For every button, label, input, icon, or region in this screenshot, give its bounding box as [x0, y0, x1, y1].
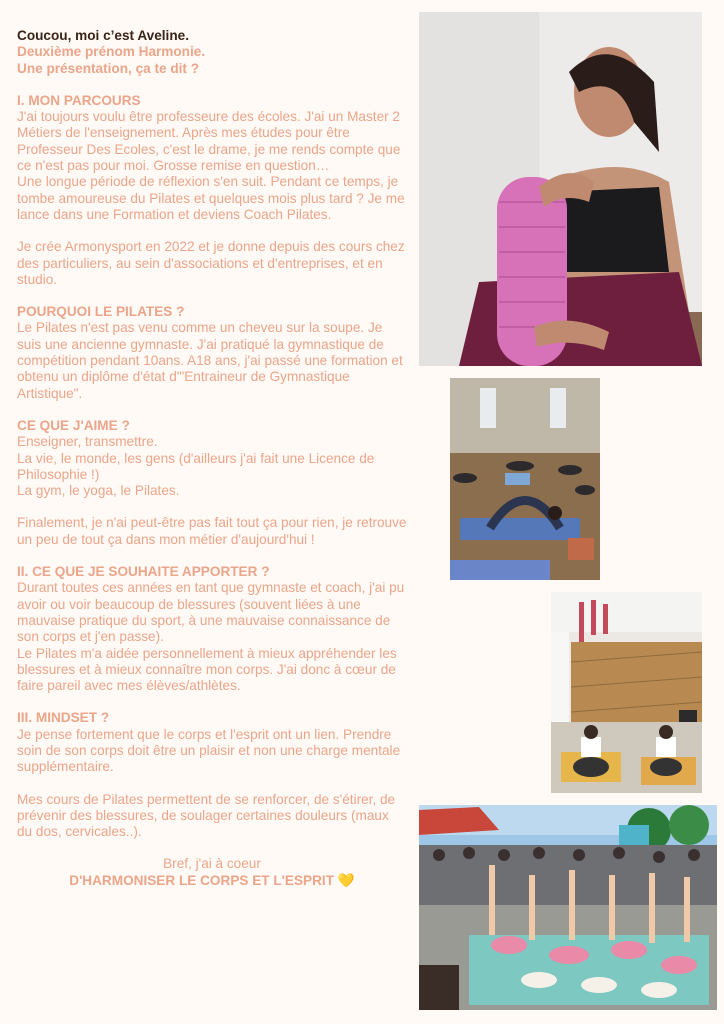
- parcours-paragraph-3: Je crée Armonysport en 2022 et je donne depuis des cours chez des particuliers, au sein d'associations et d'entreprises, et en studio.: [17, 239, 405, 287]
- aime-line-2: La vie, le monde, les gens (d'ailleurs j'ai fait une Licence de Philosophie !): [17, 450, 375, 482]
- aime-line-1: Enseigner, transmettre.: [17, 434, 158, 450]
- intro: [17, 28, 407, 77]
- text-column: [17, 28, 407, 889]
- closing-line-2: [17, 873, 407, 889]
- intro-line-1: Coucou, moi c’est Aveline.: [17, 28, 189, 43]
- apporter-paragraph-1: Durant toutes ces années en tant que gymnaste et coach, j'ai pu avoir ou voir beaucoup de blessures (souvent liées à une mauvaise pratique du sport, à une mauvaise connaissance de son corps et j'en passe).: [17, 580, 405, 645]
- aime-paragraph-2: Finalement, je n'ai peut-être pas fait tout ça pour rien, je retrouve un peu de tout ça dans mon métier d'aujourd'hui !: [17, 515, 407, 547]
- section-title-pourquoi: POURQUOI LE PILATES ?: [17, 304, 185, 320]
- mindset-paragraph-2: Mes cours de Pilates permettent de se renforcer, de s'étirer, de prévenir des blessures, de soulager certaines douleurs (maux du dos, cervicales..).: [17, 791, 396, 840]
- mindset-paragraph-1: Je pense fortement que le corps et l'esprit ont un lien. Prendre soin de son corps doit être un plaisir et non une charge mentale supplémentaire.: [17, 726, 401, 775]
- apporter-paragraph-2: Le Pilates m'a aidée personnellement à mieux appréhender les blessures et à mieux connaître mon corps. J'ai donc à cœur de faire pareil avec mes élèves/athlètes.: [17, 645, 397, 694]
- section-title-parcours: I. MON PARCOURS: [17, 92, 141, 108]
- intro-line-3: Une présentation, ça te dit ?: [17, 60, 200, 76]
- parcours-paragraph-1: J'ai toujours voulu être professeure des écoles. J'ai un Master 2 Métiers de l'enseignement. Après mes études pour être Professeur Des Ecoles, c'est le drame, je me rends compte que ce n'est pas pour moi. Grosse remise en question…: [17, 109, 401, 174]
- pourquoi-paragraph: Le Pilates n'est pas venu comme un cheveu sur la soupe. Je suis une ancienne gymnaste. J'ai pratiqué la gymnastique de compétition pendant 10ans. A18 ans, j'ai passé une formation et obtenu un diplôme d'état d'"Entraineur de Gymnastique Artistique".: [17, 320, 403, 401]
- portrait-photo: [419, 12, 702, 366]
- section-title-apporter: II. CE QUE JE SOUHAITE APPORTER ?: [17, 564, 270, 580]
- gym-class-photo: [450, 378, 600, 580]
- studio-class-photo: [551, 592, 702, 793]
- closing-line-1: Bref, j'ai à coeur: [163, 856, 261, 872]
- closing-text: D'HARMONISER LE CORPS ET L'ESPRIT: [69, 872, 335, 888]
- parcours-paragraph-2: Une longue période de réflexion s'en suit. Pendant ce temps, je tombe amoureuse du Pilates et quelques mois plus tard ? Je me lance dans une Formation et deviens Coach Pilates.: [17, 174, 405, 222]
- intro-line-2: Deuxième prénom Harmonie.: [17, 44, 206, 60]
- section-title-mindset: III. MINDSET ?: [17, 710, 110, 726]
- outdoor-group-photo: [419, 805, 717, 1010]
- heart-icon: 💛: [337, 872, 355, 888]
- aime-line-3: La gym, le yoga, le Pilates.: [17, 483, 180, 499]
- section-title-aime: CE QUE J'AIME ?: [17, 417, 130, 433]
